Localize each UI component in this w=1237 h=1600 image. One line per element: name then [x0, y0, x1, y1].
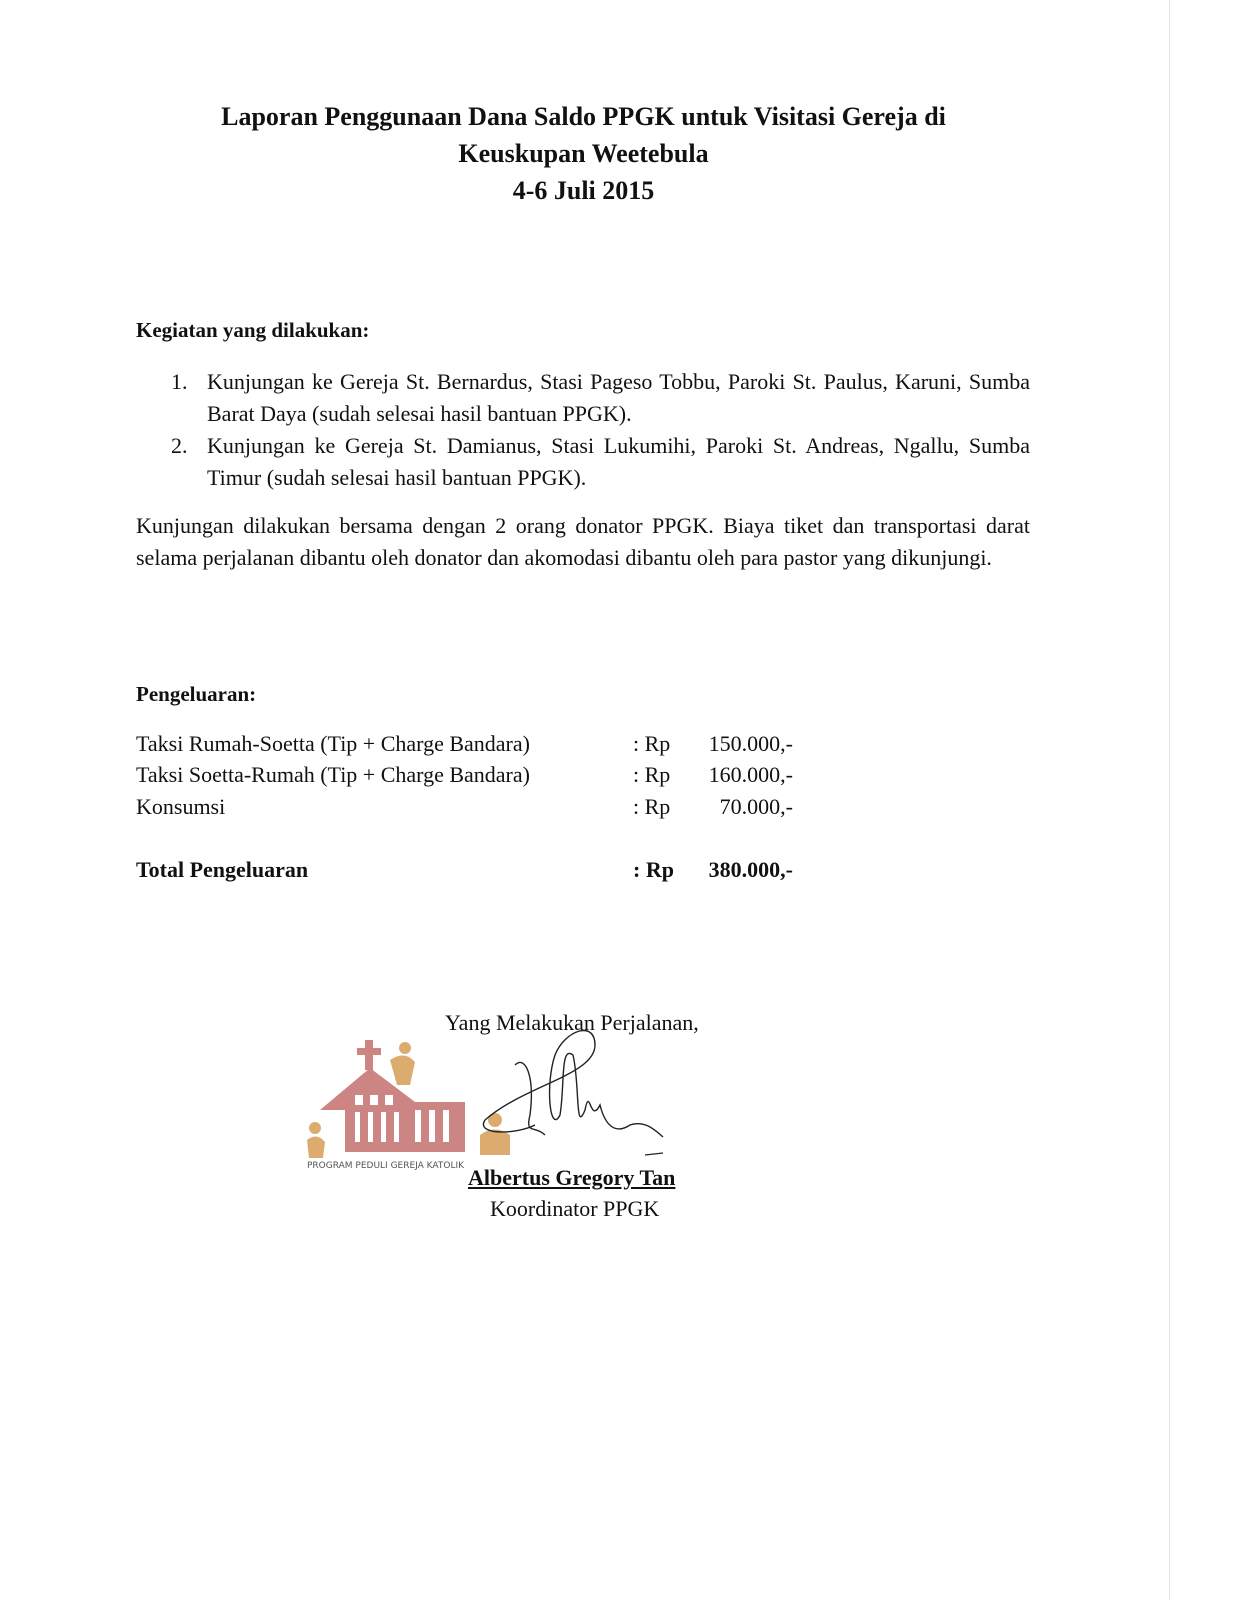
signatory-role: Koordinator PPGK [490, 1196, 660, 1221]
expense-currency: : Rp [633, 731, 671, 756]
activities-heading: Kegiatan yang dilakukan: [136, 318, 370, 342]
expense-row [136, 731, 796, 757]
title-line-2: Keuskupan Weetebula [458, 139, 709, 168]
activities-paragraph: Kunjungan dilakukan bersama dengan 2 orang donator PPGK. Biaya tiket dan transportasi darat selama perjalanan dibantu oleh donator dan akomodasi dibantu oleh para pastor yang dikunjungi. [136, 513, 1030, 570]
list-number: 2. [171, 433, 188, 458]
list-item [136, 366, 1030, 430]
expense-label: Taksi Soetta-Rumah (Tip + Charge Bandara) [136, 762, 530, 787]
list-text: Kunjungan ke Gereja St. Damianus, Stasi Lukumihi, Paroki St. Andreas, Ngallu, Sumba Timur (sudah selesai hasil bantuan PPGK). [207, 433, 1030, 490]
expense-total-row [136, 857, 796, 883]
list-text: Kunjungan ke Gereja St. Bernardus, Stasi Pageso Tobbu, Paroki St. Paulus, Karuni, Sumba Barat Daya (sudah selesai hasil bantuan PPGK). [207, 369, 1030, 426]
page-edge [1169, 0, 1170, 1600]
expense-amount: 160.000,- [708, 762, 793, 787]
list-item [136, 430, 1030, 494]
total-label: Total Pengeluaran [136, 857, 309, 882]
handwritten-signature [455, 1025, 675, 1165]
title-line-3: 4-6 Juli 2015 [512, 176, 655, 205]
total-amount: 380.000,- [708, 857, 793, 882]
expense-amount: 70.000,- [719, 794, 793, 819]
expense-row [136, 762, 796, 788]
expense-label: Konsumsi [136, 794, 226, 819]
total-currency: : Rp [633, 857, 674, 882]
signature-closing: Yang Melakukan Perjalanan, [445, 1010, 699, 1035]
expense-row [136, 794, 796, 820]
expense-currency: : Rp [633, 762, 671, 787]
activities-list [136, 366, 1030, 494]
signatory-name: Albertus Gregory Tan [468, 1165, 676, 1190]
title-line-1: Laporan Penggunaan Dana Saldo PPGK untuk Visitasi Gereja di [221, 102, 946, 131]
stamp-text: PROGRAM PEDULI GEREJA KATOLIK [307, 1161, 465, 1170]
expense-label: Taksi Rumah-Soetta (Tip + Charge Bandara) [136, 731, 530, 756]
expense-currency: : Rp [633, 794, 671, 819]
expense-amount: 150.000,- [708, 731, 793, 756]
document-title [0, 98, 1167, 209]
expenses-heading: Pengeluaran: [136, 682, 257, 706]
list-number: 1. [171, 369, 188, 394]
